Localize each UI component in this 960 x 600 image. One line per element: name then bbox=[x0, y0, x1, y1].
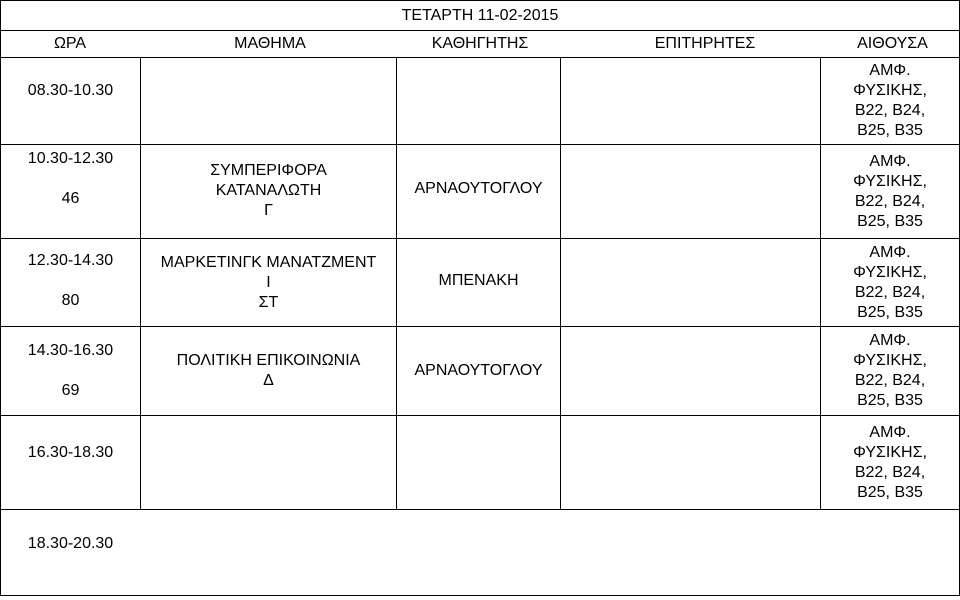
room-line: ΑΜΦ. bbox=[869, 243, 911, 261]
grid-line bbox=[0, 326, 960, 327]
grid-line bbox=[0, 238, 960, 239]
course-line: ΜΑΡΚΕΤΙΝΓΚ ΜΑΝΑΤΖΜΕΝΤ bbox=[160, 254, 377, 271]
room-line: ΑΜΦ. bbox=[869, 62, 911, 79]
course-line: Δ bbox=[263, 372, 274, 389]
room-line: ΑΜΦ. bbox=[869, 332, 911, 349]
row-2-time: 10.30-12.30 bbox=[27, 150, 114, 167]
course-line: ΠΟΛΙΤΙΚΗ ΕΠΙΚΟΙΝΩΝΙΑ bbox=[176, 352, 361, 369]
row-4-room bbox=[821, 327, 959, 415]
header-room: ΑΙΘΟΥΣΑ bbox=[857, 35, 928, 52]
room-line: ΑΜΦ. bbox=[869, 152, 911, 170]
row-1-room bbox=[821, 58, 959, 144]
room-line: Β22, Β24, bbox=[854, 372, 926, 389]
row-2-professor: ΑΡΝΑΟΥΤΟΓΛΟΥ bbox=[414, 180, 543, 197]
course-line: Ι bbox=[266, 274, 271, 291]
date-title: ΤΕΤΑΡΤΗ 11-02-2015 bbox=[401, 7, 559, 24]
room-line: Β25, Β35 bbox=[857, 122, 923, 139]
room-line: ΦΥΣΙΚΗΣ, bbox=[853, 82, 927, 99]
header-course: ΜΑΘΗΜΑ bbox=[234, 35, 306, 52]
row-5-room bbox=[821, 416, 959, 509]
row-2-course bbox=[141, 158, 396, 224]
room-line: ΦΥΣΙΚΗΣ, bbox=[853, 263, 927, 281]
grid-line bbox=[0, 57, 960, 58]
row-3-time: 12.30-14.30 bbox=[27, 252, 114, 269]
room-line: Β25, Β35 bbox=[857, 212, 923, 230]
row-1-time: 08.30-10.30 bbox=[27, 82, 114, 99]
grid-line bbox=[0, 0, 960, 1]
grid-line bbox=[0, 595, 960, 596]
grid-line bbox=[0, 415, 960, 416]
row-2-room bbox=[821, 145, 959, 238]
room-line: ΦΥΣΙΚΗΣ, bbox=[853, 443, 927, 461]
room-line: Β25, Β35 bbox=[857, 392, 923, 409]
row-4-code: 69 bbox=[61, 382, 80, 399]
grid-line bbox=[0, 144, 960, 145]
course-line: ΣΥΜΠΕΡΙΦΟΡΑ bbox=[210, 162, 327, 179]
row-3-room bbox=[821, 239, 959, 326]
course-line: Γ bbox=[264, 202, 273, 219]
row-3-code: 80 bbox=[61, 292, 80, 309]
row-3-course bbox=[141, 250, 396, 316]
row-2-code: 46 bbox=[61, 190, 80, 207]
room-line: ΦΥΣΙΚΗΣ, bbox=[853, 172, 927, 190]
grid-line bbox=[0, 509, 960, 510]
header-time: ΩΡΑ bbox=[53, 35, 87, 52]
room-line: Β25, Β35 bbox=[857, 483, 923, 501]
row-4-time: 14.30-16.30 bbox=[27, 342, 114, 359]
room-line: Β22, Β24, bbox=[854, 192, 926, 210]
grid-line bbox=[560, 57, 561, 509]
room-line: ΦΥΣΙΚΗΣ, bbox=[853, 352, 927, 369]
course-line: ΚΑΤΑΝΑΛΩΤΗ bbox=[215, 182, 322, 199]
room-line: Β25, Β35 bbox=[857, 303, 923, 321]
room-line: Β22, Β24, bbox=[854, 463, 926, 481]
room-line: ΑΜΦ. bbox=[869, 423, 911, 441]
row-6-time: 18.30-20.30 bbox=[27, 535, 114, 552]
row-4-professor: ΑΡΝΑΟΥΤΟΓΛΟΥ bbox=[414, 362, 543, 379]
room-line: Β22, Β24, bbox=[854, 283, 926, 301]
row-4-course bbox=[141, 348, 396, 394]
room-line: Β22, Β24, bbox=[854, 102, 926, 119]
course-line: ΣΤ bbox=[258, 294, 279, 311]
header-supervisors: ΕΠΙΤΗΡΗΤΕΣ bbox=[654, 35, 756, 52]
header-professor: ΚΑΘΗΓΗΤΗΣ bbox=[431, 35, 529, 52]
row-3-professor: ΜΠΕΝΑΚΗ bbox=[438, 272, 519, 289]
row-5-time: 16.30-18.30 bbox=[27, 444, 114, 461]
